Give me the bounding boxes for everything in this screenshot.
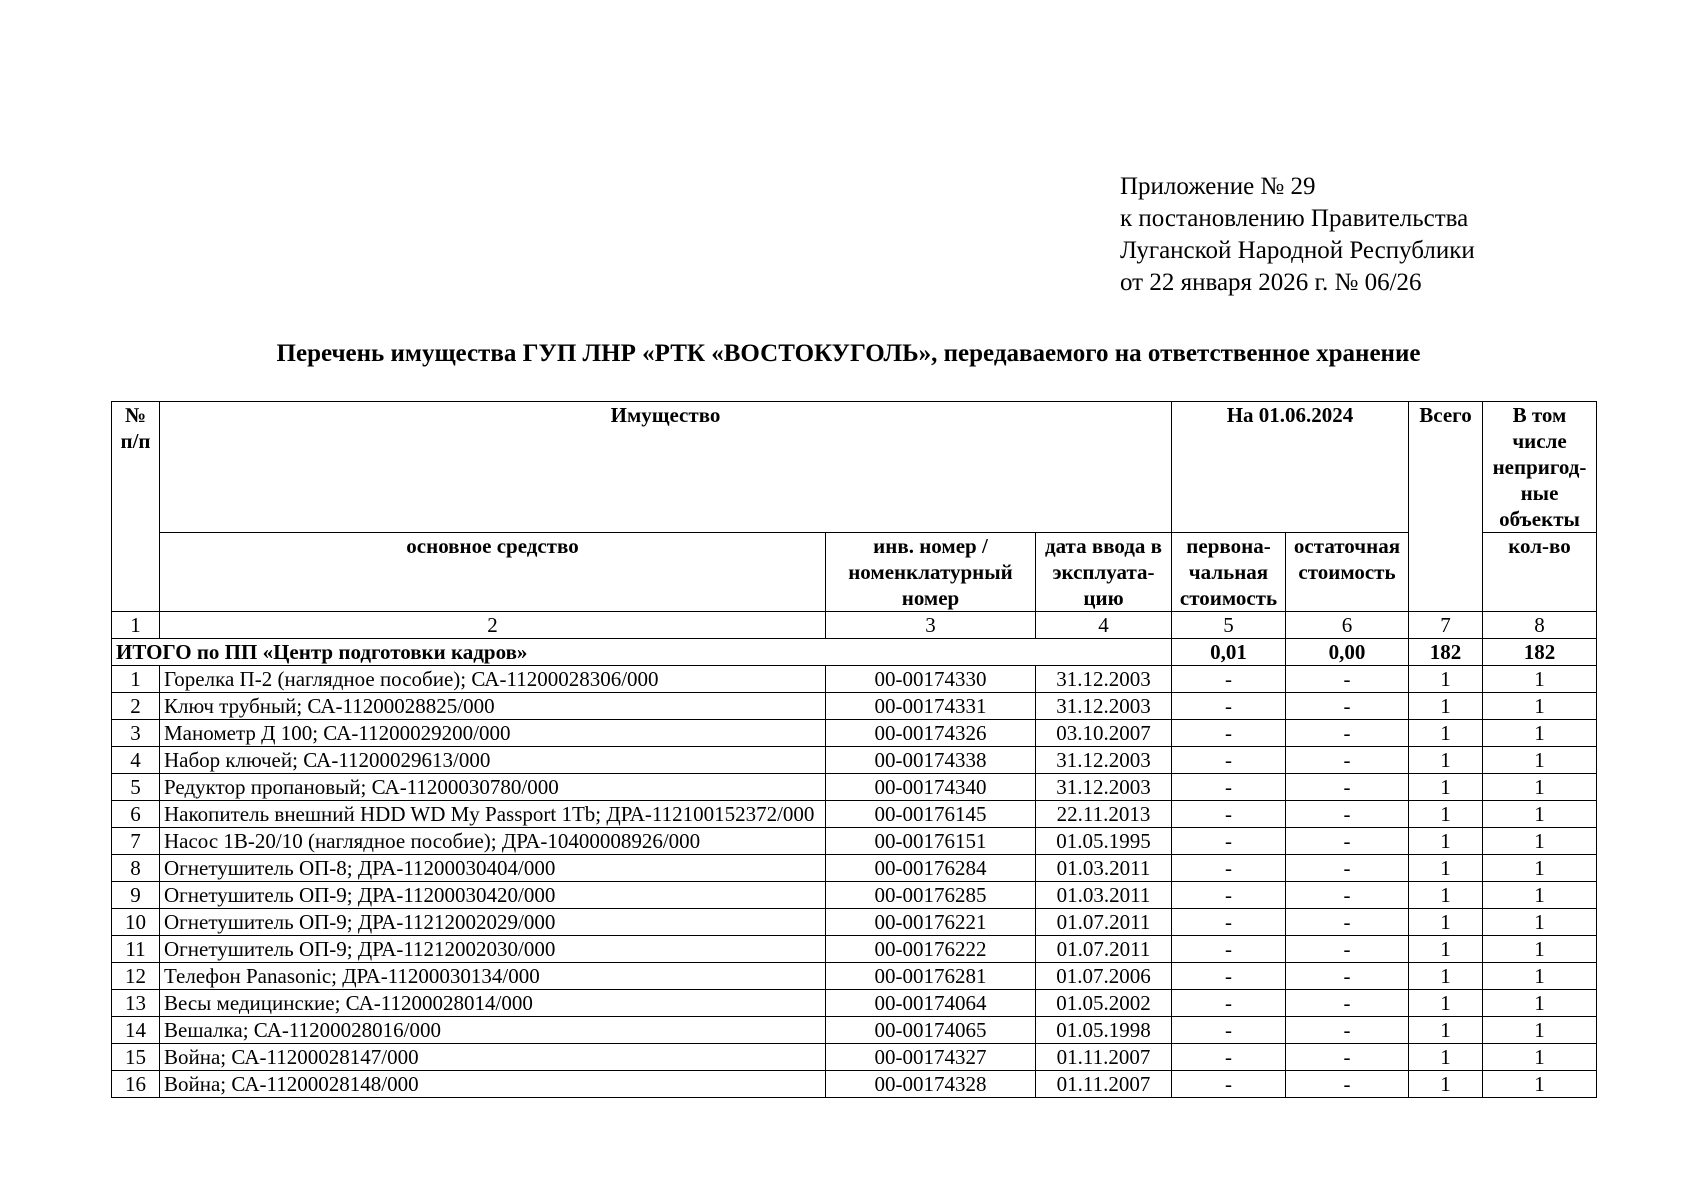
total-count: 1 xyxy=(1409,1017,1483,1044)
inventory-number: 00-00174064 xyxy=(826,990,1036,1017)
commission-date: 31.12.2003 xyxy=(1036,747,1172,774)
commission-date: 01.07.2006 xyxy=(1036,963,1172,990)
commission-date: 22.11.2013 xyxy=(1036,801,1172,828)
row-number: 8 xyxy=(112,855,160,882)
residual-cost: - xyxy=(1286,882,1409,909)
inventory-number: 00-00174331 xyxy=(826,693,1036,720)
total-count: 1 xyxy=(1409,801,1483,828)
table-row xyxy=(112,990,1597,1017)
row-number: 13 xyxy=(112,990,160,1017)
unusable-count: 1 xyxy=(1483,693,1597,720)
header-date: дата ввода в эксплуата-цию xyxy=(1036,533,1172,612)
initial-cost: - xyxy=(1172,1017,1286,1044)
initial-cost: - xyxy=(1172,909,1286,936)
col-number: 4 xyxy=(1036,612,1172,639)
col-number: 2 xyxy=(160,612,826,639)
commission-date: 01.05.2002 xyxy=(1036,990,1172,1017)
unusable-count: 1 xyxy=(1483,666,1597,693)
total-count: 1 xyxy=(1409,909,1483,936)
table-row xyxy=(112,774,1597,801)
residual-cost: - xyxy=(1286,1071,1409,1098)
table-row xyxy=(112,801,1597,828)
row-number: 11 xyxy=(112,936,160,963)
total-count: 1 xyxy=(1409,828,1483,855)
initial-cost: - xyxy=(1172,882,1286,909)
header-qty: кол-во xyxy=(1483,533,1597,612)
inventory-number: 00-00174340 xyxy=(826,774,1036,801)
asset-name: Вешалка; СА-11200028016/000 xyxy=(160,1017,826,1044)
asset-name: Весы медицинские; СА-11200028014/000 xyxy=(160,990,826,1017)
asset-name: Огнетушитель ОП-8; ДРА-11200030404/000 xyxy=(160,855,826,882)
total-count: 1 xyxy=(1409,990,1483,1017)
total-count: 1 xyxy=(1409,1044,1483,1071)
col-number: 8 xyxy=(1483,612,1597,639)
unusable-count: 1 xyxy=(1483,936,1597,963)
initial-cost: - xyxy=(1172,1044,1286,1071)
total-row xyxy=(112,639,1597,666)
total-count: 1 xyxy=(1409,963,1483,990)
inventory-number: 00-00176281 xyxy=(826,963,1036,990)
row-number: 14 xyxy=(112,1017,160,1044)
commission-date: 01.11.2007 xyxy=(1036,1071,1172,1098)
initial-cost: - xyxy=(1172,990,1286,1017)
inventory-number: 00-00176145 xyxy=(826,801,1036,828)
total-count: 1 xyxy=(1409,774,1483,801)
header-num: № п/п xyxy=(112,402,160,612)
col-number: 7 xyxy=(1409,612,1483,639)
total-count: 1 xyxy=(1409,1071,1483,1098)
unusable-count: 1 xyxy=(1483,1044,1597,1071)
row-number: 15 xyxy=(112,1044,160,1071)
commission-date: 01.11.2007 xyxy=(1036,1044,1172,1071)
row-number: 3 xyxy=(112,720,160,747)
asset-name: Ключ трубный; СА-11200028825/000 xyxy=(160,693,826,720)
header-asset: основное средство xyxy=(160,533,826,612)
asset-name: Война; СА-11200028148/000 xyxy=(160,1071,826,1098)
unusable-count: 1 xyxy=(1483,747,1597,774)
commission-date: 01.07.2011 xyxy=(1036,909,1172,936)
unusable-count: 1 xyxy=(1483,828,1597,855)
inventory-number: 00-00174065 xyxy=(826,1017,1036,1044)
header-residual-cost: остаточная стоимость xyxy=(1286,533,1409,612)
total-count: 1 xyxy=(1409,936,1483,963)
total-count: 1 xyxy=(1409,693,1483,720)
row-number: 6 xyxy=(112,801,160,828)
table-row xyxy=(112,720,1597,747)
inventory-number: 00-00174330 xyxy=(826,666,1036,693)
unusable-count: 1 xyxy=(1483,774,1597,801)
asset-name: Горелка П-2 (наглядное пособие); СА-11200028306/000 xyxy=(160,666,826,693)
appendix-line-2: к постановлению Правительства xyxy=(1120,205,1469,232)
residual-cost: - xyxy=(1286,774,1409,801)
table-row xyxy=(112,666,1597,693)
commission-date: 31.12.2003 xyxy=(1036,774,1172,801)
asset-name: Редуктор пропановый; СА-11200030780/000 xyxy=(160,774,826,801)
residual-cost: - xyxy=(1286,963,1409,990)
commission-date: 01.07.2011 xyxy=(1036,936,1172,963)
row-number: 10 xyxy=(112,909,160,936)
asset-name: Манометр Д 100; СА-11200029200/000 xyxy=(160,720,826,747)
total-count: 1 xyxy=(1409,720,1483,747)
col-number: 3 xyxy=(826,612,1036,639)
initial-cost: - xyxy=(1172,774,1286,801)
initial-cost: - xyxy=(1172,936,1286,963)
residual-cost: - xyxy=(1286,720,1409,747)
header-row-1 xyxy=(112,402,1597,533)
inventory-number: 00-00176221 xyxy=(826,909,1036,936)
row-number: 5 xyxy=(112,774,160,801)
inventory-number: 00-00176222 xyxy=(826,936,1036,963)
unusable-count: 1 xyxy=(1483,990,1597,1017)
appendix-line-3: Луганской Народной Республики xyxy=(1120,237,1475,264)
commission-date: 03.10.2007 xyxy=(1036,720,1172,747)
initial-cost: - xyxy=(1172,801,1286,828)
asset-name: Телефон Panasonic; ДРА-11200030134/000 xyxy=(160,963,826,990)
table-row xyxy=(112,828,1597,855)
header-initial-cost: первона-чальная стоимость xyxy=(1172,533,1286,612)
table-row xyxy=(112,1017,1597,1044)
residual-cost: - xyxy=(1286,666,1409,693)
row-number: 1 xyxy=(112,666,160,693)
residual-cost: - xyxy=(1286,828,1409,855)
residual-cost: - xyxy=(1286,855,1409,882)
total-unusable: 182 xyxy=(1483,639,1597,666)
asset-name: Набор ключей; СА-11200029613/000 xyxy=(160,747,826,774)
table-row xyxy=(112,747,1597,774)
total-residual-cost: 0,00 xyxy=(1286,639,1409,666)
unusable-count: 1 xyxy=(1483,720,1597,747)
row-number: 12 xyxy=(112,963,160,990)
header-property: Имущество xyxy=(160,402,1172,533)
initial-cost: - xyxy=(1172,855,1286,882)
appendix-header xyxy=(1120,171,1475,299)
table-row xyxy=(112,693,1597,720)
commission-date: 31.12.2003 xyxy=(1036,693,1172,720)
total-count: 1 xyxy=(1409,855,1483,882)
commission-date: 01.03.2011 xyxy=(1036,855,1172,882)
inventory-number: 00-00174327 xyxy=(826,1044,1036,1071)
col-number: 6 xyxy=(1286,612,1409,639)
commission-date: 01.05.1998 xyxy=(1036,1017,1172,1044)
residual-cost: - xyxy=(1286,693,1409,720)
table-row xyxy=(112,1071,1597,1098)
residual-cost: - xyxy=(1286,1044,1409,1071)
inventory-number: 00-00176151 xyxy=(826,828,1036,855)
residual-cost: - xyxy=(1286,801,1409,828)
asset-name: Накопитель внешний HDD WD My Passport 1Tb; ДРА-112100152372/000 xyxy=(160,801,826,828)
header-as-of: На 01.06.2024 xyxy=(1172,402,1409,533)
inventory-number: 00-00174328 xyxy=(826,1071,1036,1098)
row-number: 4 xyxy=(112,747,160,774)
initial-cost: - xyxy=(1172,828,1286,855)
row-number: 16 xyxy=(112,1071,160,1098)
residual-cost: - xyxy=(1286,990,1409,1017)
table-row xyxy=(112,909,1597,936)
header-total: Всего xyxy=(1409,402,1483,612)
total-count: 1 xyxy=(1409,666,1483,693)
inventory-number: 00-00176284 xyxy=(826,855,1036,882)
col-number: 1 xyxy=(112,612,160,639)
appendix-line-1: Приложение № 29 xyxy=(1120,173,1316,200)
unusable-count: 1 xyxy=(1483,801,1597,828)
unusable-count: 1 xyxy=(1483,1071,1597,1098)
table-row xyxy=(112,963,1597,990)
inventory-number: 00-00174338 xyxy=(826,747,1036,774)
residual-cost: - xyxy=(1286,909,1409,936)
commission-date: 31.12.2003 xyxy=(1036,666,1172,693)
initial-cost: - xyxy=(1172,666,1286,693)
residual-cost: - xyxy=(1286,936,1409,963)
commission-date: 01.05.1995 xyxy=(1036,828,1172,855)
unusable-count: 1 xyxy=(1483,1017,1597,1044)
residual-cost: - xyxy=(1286,747,1409,774)
asset-name: Огнетушитель ОП-9; ДРА-11200030420/000 xyxy=(160,882,826,909)
assets-table xyxy=(111,401,1597,1098)
asset-name: Насос 1В-20/10 (наглядное пособие); ДРА-10400008926/000 xyxy=(160,828,826,855)
header-inv: инв. номер / номенклатурный номер xyxy=(826,533,1036,612)
table-row xyxy=(112,855,1597,882)
initial-cost: - xyxy=(1172,1071,1286,1098)
col-number: 5 xyxy=(1172,612,1286,639)
header-unusable: В том числе непригод-ные объекты xyxy=(1483,402,1597,533)
row-number: 2 xyxy=(112,693,160,720)
total-initial-cost: 0,01 xyxy=(1172,639,1286,666)
initial-cost: - xyxy=(1172,720,1286,747)
header-row-2 xyxy=(112,533,1597,612)
row-number: 7 xyxy=(112,828,160,855)
total-label: ИТОГО по ПП «Центр подготовки кадров» xyxy=(112,639,1172,666)
unusable-count: 1 xyxy=(1483,855,1597,882)
table-row xyxy=(112,936,1597,963)
residual-cost: - xyxy=(1286,1017,1409,1044)
asset-name: Огнетушитель ОП-9; ДРА-11212002029/000 xyxy=(160,909,826,936)
asset-name: Война; СА-11200028147/000 xyxy=(160,1044,826,1071)
unusable-count: 1 xyxy=(1483,909,1597,936)
commission-date: 01.03.2011 xyxy=(1036,882,1172,909)
initial-cost: - xyxy=(1172,693,1286,720)
initial-cost: - xyxy=(1172,963,1286,990)
table-row xyxy=(112,1044,1597,1071)
initial-cost: - xyxy=(1172,747,1286,774)
row-number: 9 xyxy=(112,882,160,909)
appendix-line-4: от 22 января 2026 г. № 06/26 xyxy=(1120,269,1422,296)
inventory-number: 00-00174326 xyxy=(826,720,1036,747)
column-number-row xyxy=(112,612,1597,639)
document-title: Перечень имущества ГУП ЛНР «РТК «ВОСТОКУГОЛЬ», передаваемого на ответственное хранение xyxy=(276,340,1421,367)
total-count: 182 xyxy=(1409,639,1483,666)
total-count: 1 xyxy=(1409,747,1483,774)
total-count: 1 xyxy=(1409,882,1483,909)
inventory-number: 00-00176285 xyxy=(826,882,1036,909)
unusable-count: 1 xyxy=(1483,963,1597,990)
table-row xyxy=(112,882,1597,909)
unusable-count: 1 xyxy=(1483,882,1597,909)
asset-name: Огнетушитель ОП-9; ДРА-11212002030/000 xyxy=(160,936,826,963)
